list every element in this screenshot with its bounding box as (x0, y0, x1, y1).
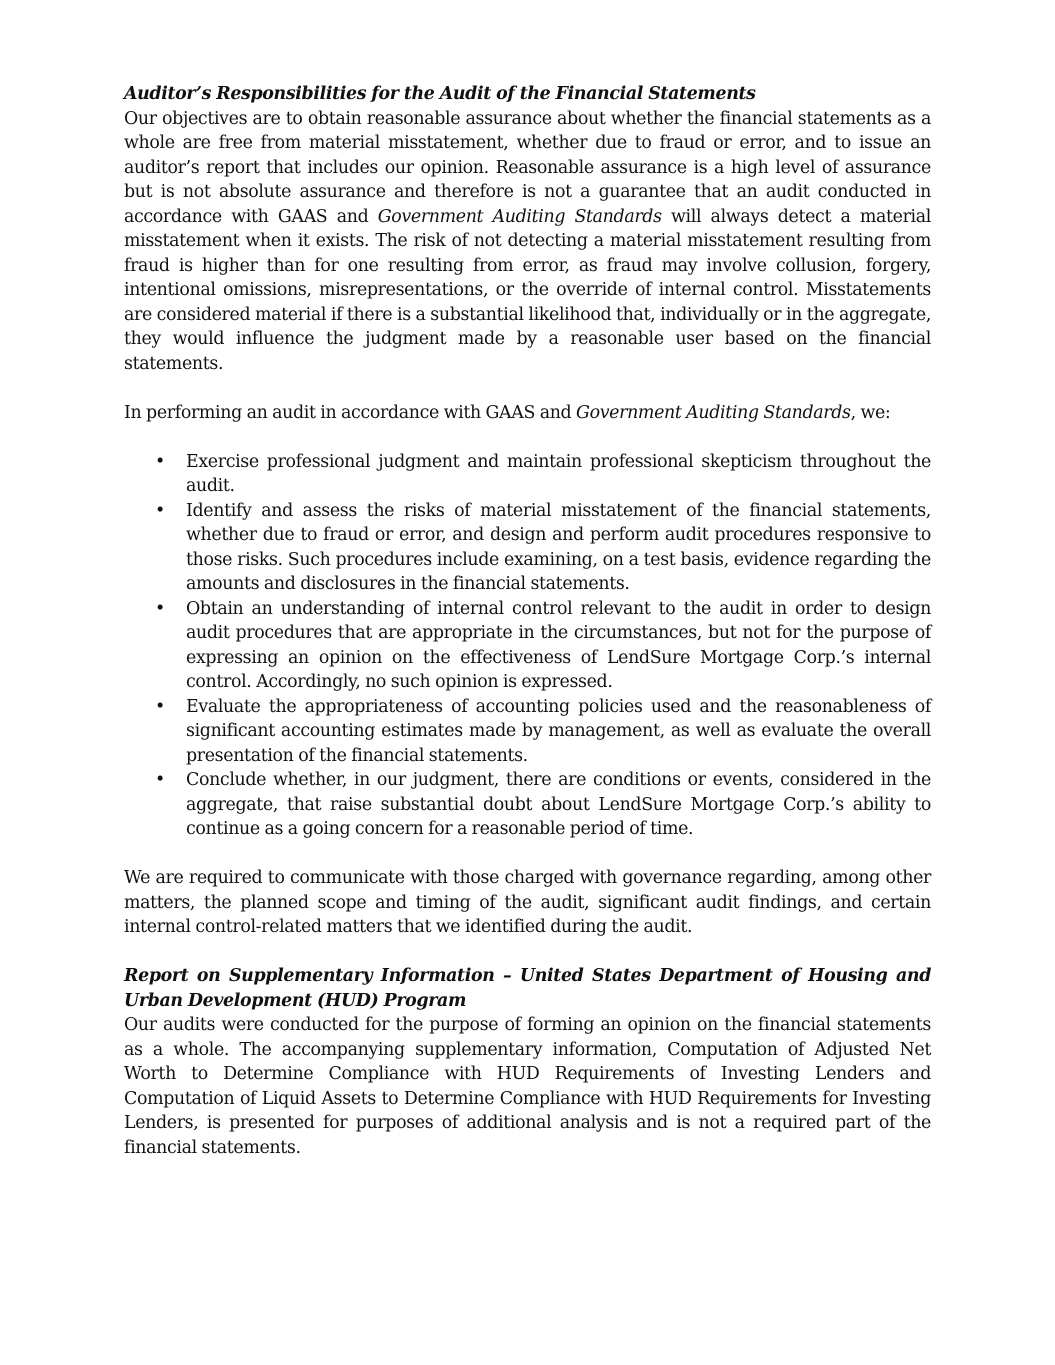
objectives-paragraph (124, 107, 931, 377)
supplementary-paragraph: Our audits were conducted for the purpose of forming an opinion on the financial statements as a whole. The accompanying supplementary information, Computation of Adjusted Net Worth to Determine Compliance with HUD Requirements of Investing Lenders and Computation of Liquid Assets to Determine Compliance with HUD Requirements for Investing Lenders, is presented for purposes of additional analysis and is not a required part of the financial statements. (124, 1015, 931, 1158)
performing-italic-standards: Government Auditing Standards (576, 402, 851, 423)
section-heading-supplementary-info: Report on Supplementary Information – United States Department of Housing and Urban Development (HUD) Program (124, 966, 931, 1011)
governance-paragraph: We are required to communicate with those charged with governance regarding, among other matters, the planned scope and timing of the audit, significant audit findings, and certain internal control-related matters that we identified during the audit. (124, 868, 931, 937)
audit-procedures-list (124, 450, 931, 842)
document-page (124, 82, 931, 1160)
bullet-icon: • (155, 598, 165, 619)
list-item (124, 597, 931, 695)
performing-text-part1: In performing an audit in accordance with GAAS and (124, 402, 577, 423)
performing-audit-paragraph (124, 401, 931, 426)
bullet-icon: • (155, 770, 165, 790)
section-heading-auditor-responsibilities: Auditor’s Responsibilities for the Audit of the Financial Statements (124, 84, 756, 104)
list-item (124, 768, 931, 842)
objectives-text-part2: will always detect a material misstatement when it exists. The risk of not detecting a material misstatement resulting from fraud is higher than for one resulting from error, as fraud may involve collusion, forgery, intentional omissions, misrepresentations, or the override of internal control. Misstatements are considered material if there is a substantial likelihood that, individually or in the aggregate, they would influence the judgment made by a reasonable user based on the financial statements. (124, 206, 931, 374)
bullet-icon: • (155, 500, 165, 521)
objectives-text-part1: Our objectives are to obtain reasonable assurance about whether the financial statements as a whole are free from material misstatement, whether due to fraud or error, and to issue an auditor’s report that includes our opinion. Reasonable assurance is a high level of assurance but is not absolute assurance and therefore is not a guarantee that an audit conducted in accordance with GAAS and (124, 108, 931, 227)
list-item (124, 499, 931, 597)
list-item (124, 695, 931, 769)
performing-text-part2: , we: (850, 402, 891, 423)
bullet-icon: • (155, 696, 165, 717)
bullet-icon: • (155, 451, 165, 472)
list-item-text: Evaluate the appropriateness of accounting policies used and the reasonableness of significant accounting estimates made by management, as well as evaluate the overall presentation of the financial statements. (186, 696, 931, 766)
list-item (124, 450, 931, 499)
list-item-text: Conclude whether, in our judgment, there are conditions or events, considered in the aggregate, that raise substantial doubt about LendSure Mortgage Corp.’s ability to continue as a going concern for a reasonable period of time. (186, 770, 931, 839)
list-item-text: Exercise professional judgment and maintain professional skepticism throughout the audit. (186, 451, 931, 496)
objectives-italic-standards: Government Auditing Standards (377, 206, 662, 227)
list-item-text: Obtain an understanding of internal control relevant to the audit in order to design audit procedures that are appropriate in the circumstances, but not for the purpose of expressing an opinion on the effectiveness of LendSure Mortgage Corp.’s internal control. Accordingly, no such opinion is expressed. (186, 598, 931, 692)
list-item-text: Identify and assess the risks of material misstatement of the financial statements, whether due to fraud or error, and design and perform audit procedures responsive to those risks. Such procedures include examining, on a test basis, evidence regarding the amounts and disclosures in the financial statements. (186, 500, 931, 594)
